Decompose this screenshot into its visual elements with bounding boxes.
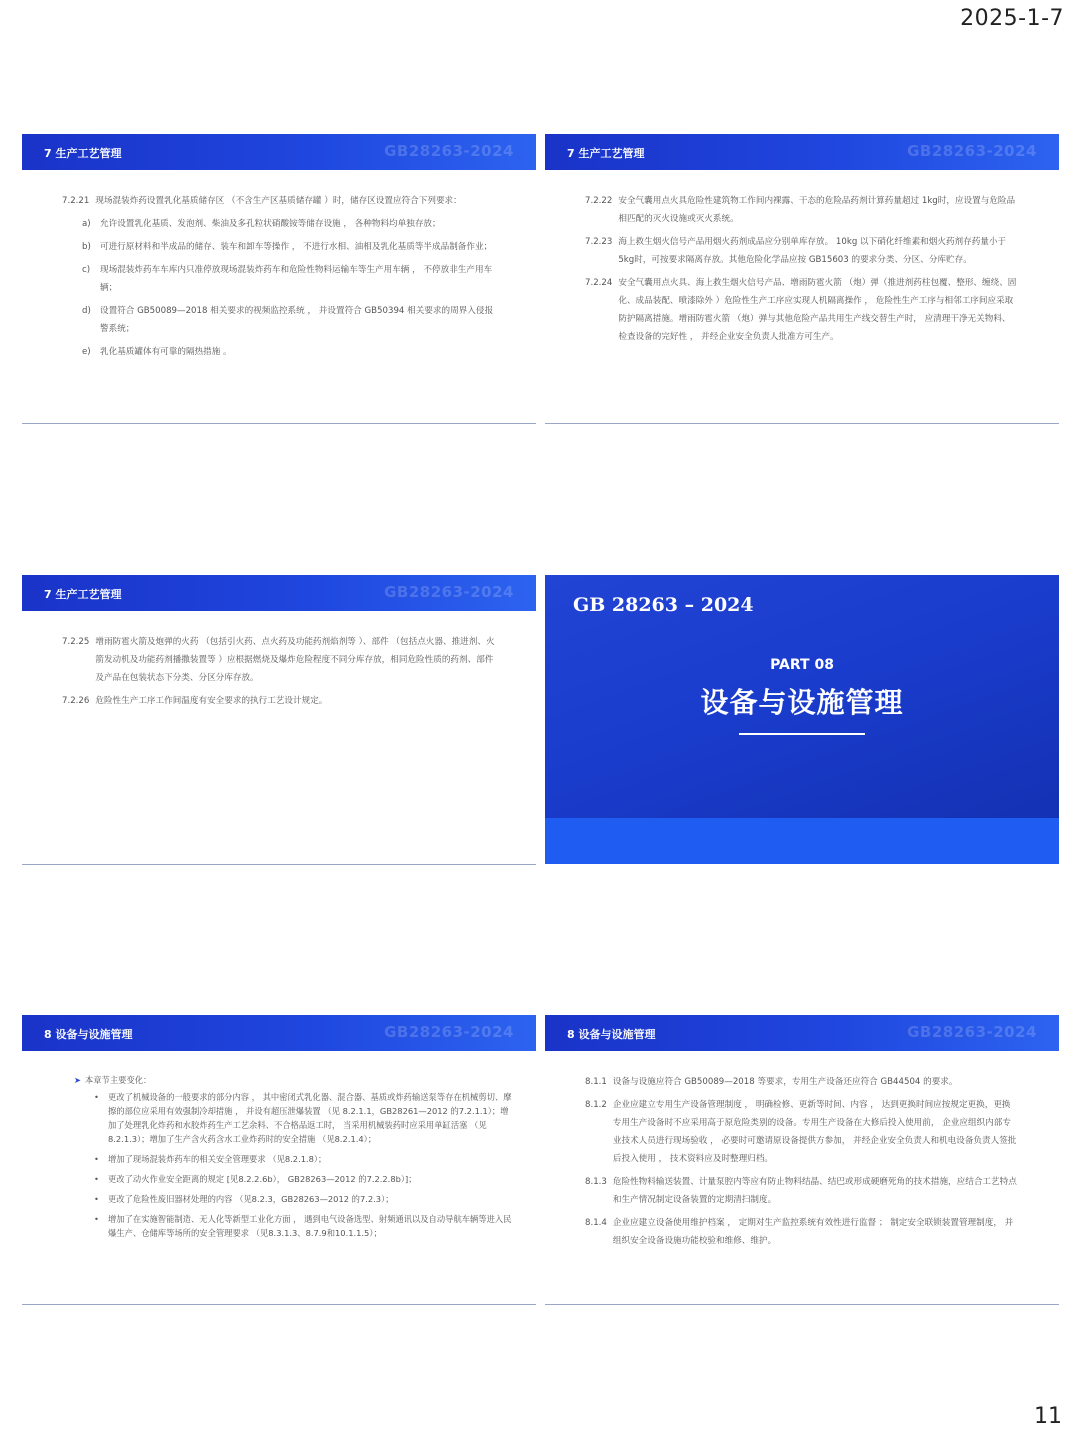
clause <box>62 192 496 210</box>
page-number: 11 <box>1034 1404 1062 1429</box>
clause-number: 7.2.24 <box>585 278 613 288</box>
clause-text: 增雨防雹火箭及炮弹的火药 （包括引火药、点火药及功能药剂焰剂等 ）、部件 （包括点火器、推进剂、火箭发动机及功能药剂播撒装置等 ）应根据燃烧及爆炸危险程度不同分库存放，相同危险性质的药剂、部件及产品在包装状态下分类、分区分库存放。 <box>95 637 495 683</box>
clause-number: 7.2.23 <box>585 237 613 247</box>
change-item <box>94 1090 516 1146</box>
clause-number: 8.1.4 <box>585 1218 607 1228</box>
clause-number: 7.2.25 <box>62 637 90 647</box>
slide-bottom-rule <box>545 1304 1059 1305</box>
slide-header-title: 7 生产工艺管理 <box>567 147 645 160</box>
slide-body <box>62 633 496 715</box>
page-date: 2025-1-7 <box>960 6 1064 31</box>
change-item <box>94 1192 516 1206</box>
slide-header <box>22 575 536 611</box>
sub-item <box>82 261 496 297</box>
change-item-text: 更改了动火作业安全距离的规定 [见8.2.2.6b）， GB28263—2012 的7.2.2.8b）]； <box>108 1174 417 1184</box>
sub-item-label: b) <box>82 242 91 252</box>
slide-header-title: 8 设备与设施管理 <box>567 1028 656 1041</box>
slide-header-title: 7 生产工艺管理 <box>44 147 122 160</box>
cover-standard-title: GB 28263 – 2024 <box>573 594 754 616</box>
slide-header <box>22 134 536 170</box>
clause-number: 8.1.3 <box>585 1177 607 1187</box>
slide-body <box>62 192 496 366</box>
change-item <box>94 1172 516 1186</box>
clause <box>585 233 1019 269</box>
cover-bottom-band <box>545 818 1059 864</box>
slide-8-changes <box>22 1015 536 1305</box>
arrow-bullet-icon: ➤ <box>74 1075 81 1085</box>
bullet-icon: • <box>94 1214 99 1224</box>
sub-item <box>82 238 496 256</box>
clause-number: 8.1.1 <box>585 1077 607 1087</box>
bullet-icon: • <box>94 1174 99 1184</box>
clause-text: 安全气囊用点火具危险性建筑物工作间内裸露、干态的危险品药剂计算药量超过 1kg时，应设置与危险品相匹配的灭火设施或灭火系统。 <box>618 196 1016 224</box>
change-item-text: 更改了机械设备的一般要求的部分内容 ， 其中密闭式乳化器、混合器、基质或炸药输送泵等存在机械剪切、摩擦的部位应采用有效强制冷却措施 ， 并设有超压泄爆装置 （见 8.2.1.1，GB28261—2012 的7.2.1.1）；增加了处理乳化炸药和水胶炸药生产工艺余料、不合格品返工时， 当采用机械装药时应采用单缸活塞 （见8.2.1.3）；增加了生产含火药含水工业炸药时的安全措施 （见8.2.1.4）； <box>108 1092 512 1144</box>
slide-header <box>545 134 1059 170</box>
bullet-icon: • <box>94 1194 99 1204</box>
slide-bottom-rule <box>22 864 536 865</box>
slide-header-title: 8 设备与设施管理 <box>44 1028 133 1041</box>
sub-item-text: 允许设置乳化基质、发泡剂、柴油及多孔粒状硝酸铵等储存设施 ， 各种物料均单独存放； <box>100 219 441 229</box>
sub-item-label: a) <box>82 219 91 229</box>
slide-bottom-rule <box>22 1304 536 1305</box>
clause-number: 7.2.21 <box>62 196 90 206</box>
change-item-text: 增加了在实施智能制造、无人化等新型工业化方面 ， 遇到电气设备选型、射频通讯以及自动导航车辆等进入民爆生产、仓储库等场所的安全管理要求 （见8.3.1.3、8.7.9和10.1.1.5）； <box>108 1214 512 1238</box>
clause-text: 海上救生烟火信号产品用烟火药剂成品应分别单库存放。 10kg 以下硝化纤维素和烟火药剂存药量小于 5kg时，可按要求隔离存放。其他危险化学品应按 GB15603 的要求分类、分区、分库贮存。 <box>618 237 1007 265</box>
slide-7-2-25 <box>22 575 536 865</box>
slide-7-2-21 <box>22 134 536 424</box>
clause-text: 安全气囊用点火具、海上救生烟火信号产品、增雨防雹火箭 （炮）弹（推进剂药柱包覆、整形、缠绕、固化、成品装配、喷漆除外 ）危险性生产工序应实现人机隔离操作 ， 危险性生产工序与相邻工序间应采取防护隔离措施。增雨防雹火箭 （炮）弹与其他危险产品共用生产线交替生产时， 应清理干净无关物料、检查设备的完好性 ， 并经企业安全负责人批准方可生产。 <box>618 278 1017 342</box>
clause <box>585 192 1019 228</box>
clause-number: 7.2.22 <box>585 196 613 206</box>
section-cover-slide <box>545 575 1059 864</box>
sub-item-text: 乳化基质罐体有可靠的隔热措施 。 <box>100 347 232 357</box>
change-item-text: 增加了现场混装炸药车的相关安全管理要求 （见8.2.1.8）； <box>108 1154 327 1164</box>
changes-list <box>74 1073 516 1246</box>
change-item <box>94 1212 516 1240</box>
slide-bottom-rule <box>22 423 536 424</box>
bullet-icon: • <box>94 1092 99 1102</box>
sub-item-text: 现场混装炸药车车库内只准停放现场混装炸药车和危险性物料运输车等生产用车辆 ， 不停放非生产用车辆； <box>100 265 493 293</box>
clause <box>62 692 496 710</box>
clause <box>585 1173 1019 1209</box>
clause <box>585 1214 1019 1250</box>
sub-item-text: 设置符合 GB50089—2018 相关要求的视频监控系统 ， 并设置符合 GB50394 相关要求的周界入侵报警系统； <box>100 306 494 334</box>
sub-item <box>82 302 496 338</box>
clause-text: 危险性生产工序工作间温度有安全要求的执行工艺设计规定。 <box>95 696 328 706</box>
sub-item-text: 可进行原材料和半成品的储存、装车和卸车等操作 ， 不进行水相、油相及乳化基质等半成品制备作业； <box>100 242 493 252</box>
slide-header-standard-watermark: GB28263-2024 <box>907 1023 1037 1041</box>
change-item-text: 更改了危险性废旧器材处理的内容 （见8.2.3，GB28263—2012 的7.2.3）； <box>108 1194 394 1204</box>
slide-bottom-rule <box>545 423 1059 424</box>
slide-header-standard-watermark: GB28263-2024 <box>384 583 514 601</box>
clause-text: 现场混装炸药设置乳化基质储存区 （不含生产区基质储存罐 ）时，储存区设置应符合下列要求： <box>95 196 462 206</box>
clause <box>585 274 1019 346</box>
clause-number: 8.1.2 <box>585 1100 607 1110</box>
slide-header-standard-watermark: GB28263-2024 <box>384 142 514 160</box>
slide-7-2-22 <box>545 134 1059 424</box>
slide-8-1 <box>545 1015 1059 1305</box>
sub-item <box>82 215 496 233</box>
sub-item-label: e) <box>82 347 91 357</box>
clause <box>62 633 496 687</box>
clause-text: 企业应建立设备使用维护档案 ， 定期对生产监控系统有效性进行监督 ； 制定安全联锁装置管理制度， 并组织安全设备设施功能校验和维修、维护。 <box>612 1218 1014 1246</box>
sub-item <box>82 343 496 361</box>
changes-lead <box>74 1073 516 1087</box>
slide-header <box>545 1015 1059 1051</box>
bullet-icon: • <box>94 1154 99 1164</box>
changes-lead-text: 本章节主要变化： <box>84 1075 152 1085</box>
clause <box>585 1073 1019 1091</box>
slide-body <box>585 192 1019 351</box>
slide-header <box>22 1015 536 1051</box>
change-item <box>94 1152 516 1166</box>
clause-number: 7.2.26 <box>62 696 90 706</box>
cover-section-title: 设备与设施管理 <box>700 686 904 719</box>
slide-header-standard-watermark: GB28263-2024 <box>384 1023 514 1041</box>
clause-text: 危险性物料输送装置、计量泵腔内等应有防止物料结晶、结巴或形成硬磨死角的技术措施，应结合工艺特点和生产情况制定设备装置的定期清扫制度。 <box>612 1177 1017 1205</box>
slide-header-standard-watermark: GB28263-2024 <box>907 142 1037 160</box>
clause <box>585 1096 1019 1168</box>
slide-body <box>585 1073 1019 1255</box>
slide-header-title: 7 生产工艺管理 <box>44 588 122 601</box>
clause-text: 设备与设施应符合 GB50089—2018 等要求，专用生产设备还应符合 GB44504 的要求。 <box>612 1077 958 1087</box>
cover-part-label: PART 08 <box>770 657 834 673</box>
sub-item-label: c) <box>82 265 91 275</box>
cover-title-underline <box>739 733 865 735</box>
sub-item-label: d) <box>82 306 91 316</box>
clause-text: 企业应建立专用生产设备管理制度 ， 明确检修、更新等时间、内容 ， 达到更换时间应按规定更换，更换专用生产设备时不应采用高于原危险类别的设备。专用生产设备在大修后投入使用前， 企业应组织内部专业技术人员进行现场验收 ， 必要时可邀请原设备提供方参加， 并经企业安全负责人和机电设备负责人签批后投入使用 ， 技术资料应及时整理归档。 <box>612 1100 1017 1164</box>
